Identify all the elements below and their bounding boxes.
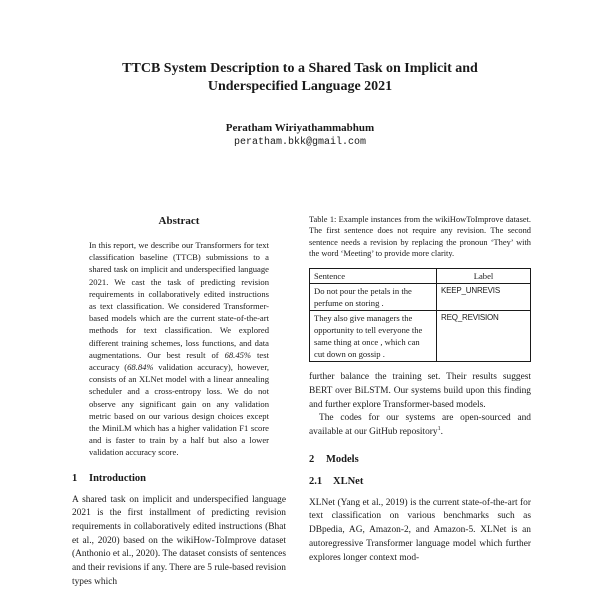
validation-accuracy: 68.84%	[127, 362, 154, 373]
models-heading	[309, 453, 531, 466]
left-column	[72, 214, 286, 590]
row-1-sentence: Do not pour the petals in the perfume on storing .	[310, 284, 437, 311]
github-sentence: The codes for our systems are open-sourced and available at our GitHub repository	[309, 413, 531, 437]
table-row	[310, 311, 531, 362]
table-header-row	[310, 269, 531, 284]
abstract-text-1: In this report, we describe our Transformers for text classification baseline (TTCB) submissions to a shared task on implicit and underspecified language 2021. We cast the task of predicting revision requirements in collaboratively edited instructions as text classification. We considered Transformer-based models which are the current state-of-the-art methods for text classification. We explored different training schemes, loss functions, and data augmentations. Our best result of	[89, 240, 269, 360]
header-sentence: Sentence	[310, 269, 437, 284]
author-name: Peratham Wiriyathammabhum	[225, 122, 375, 134]
title-line-2: Underspecified Language 2021	[207, 79, 393, 94]
introduction-title: Introduction	[89, 472, 146, 484]
row-2-sentence: They also give managers the opportunity to tell everyone the same thing at once , which can cut down on gossip .	[310, 311, 437, 362]
right-paragraph-1: further balance the training set. Their results suggest BERT over BiLSTM. Our systems build upon this finding and further explore Transformer-based models.	[309, 372, 531, 410]
models-number: 2	[309, 453, 315, 465]
introduction-heading	[72, 472, 286, 485]
table-1-caption: Table 1: Example instances from the wikiHowToImprove dataset. The first sentence does not require any revision. The second sentence needs a revision by replacing the pronoun ‘They’ with the word ‘Meeting’ to provide more clarity.	[309, 215, 531, 258]
footnote-marker[interactable]: 1	[437, 425, 441, 432]
abstract-text-3: validation accuracy), however, consists of an XLNet model with a linear annealing scheduler and a cross-entropy loss. We do not observe any significant gain on any validation metric based on our various design choices except the MiniLM which has a higher validation F1 score and is faster to train by a half but also a lower validation accuracy score.	[89, 362, 269, 458]
abstract-body	[89, 239, 269, 459]
xlnet-heading	[309, 475, 531, 488]
xlnet-number: 2.1	[309, 475, 323, 487]
xlnet-body: XLNet (Yang et al., 2019) is the current state-of-the-art for text classification on various benchmarks such as DBpedia, AG, Amazon-2, and Amazon-5. XLNet is an autoregressive Transformer language model which further explores longer context mod-	[309, 497, 531, 563]
models-title: Models	[326, 453, 359, 465]
abstract-text-2: test accuracy (	[89, 349, 269, 373]
introduction-body: A shared task on implicit and underspecified language 2021 is the first installment of predicting revision requirements in collaboratively edited instructions (Bhat et al., 2020) based on the wikiHow-ToImprove dataset (Anthonio et al., 2020). The dataset consists of sentences and their revisions if any. There are 5 rule-based revision types which	[72, 494, 286, 587]
github-sentence-end: .	[440, 427, 443, 437]
introduction-number: 1	[72, 472, 78, 484]
right-paragraph-2	[309, 412, 531, 439]
row-1-label: KEEP_UNREVIS	[437, 284, 531, 311]
header-label: Label	[437, 269, 531, 284]
right-column	[309, 214, 531, 565]
title-line-1: TTCB System Description to a Shared Task on Implicit and	[122, 61, 478, 76]
table-row	[310, 284, 531, 311]
test-accuracy: 68.45%	[224, 349, 252, 360]
xlnet-title: XLNet	[333, 475, 364, 487]
row-2-label: REQ_REVISION	[437, 311, 531, 362]
abstract-heading: Abstract	[158, 215, 200, 227]
table-1	[309, 268, 531, 362]
author-email: peratham.bkk@gmail.com	[233, 137, 367, 148]
paper-title	[60, 60, 540, 96]
